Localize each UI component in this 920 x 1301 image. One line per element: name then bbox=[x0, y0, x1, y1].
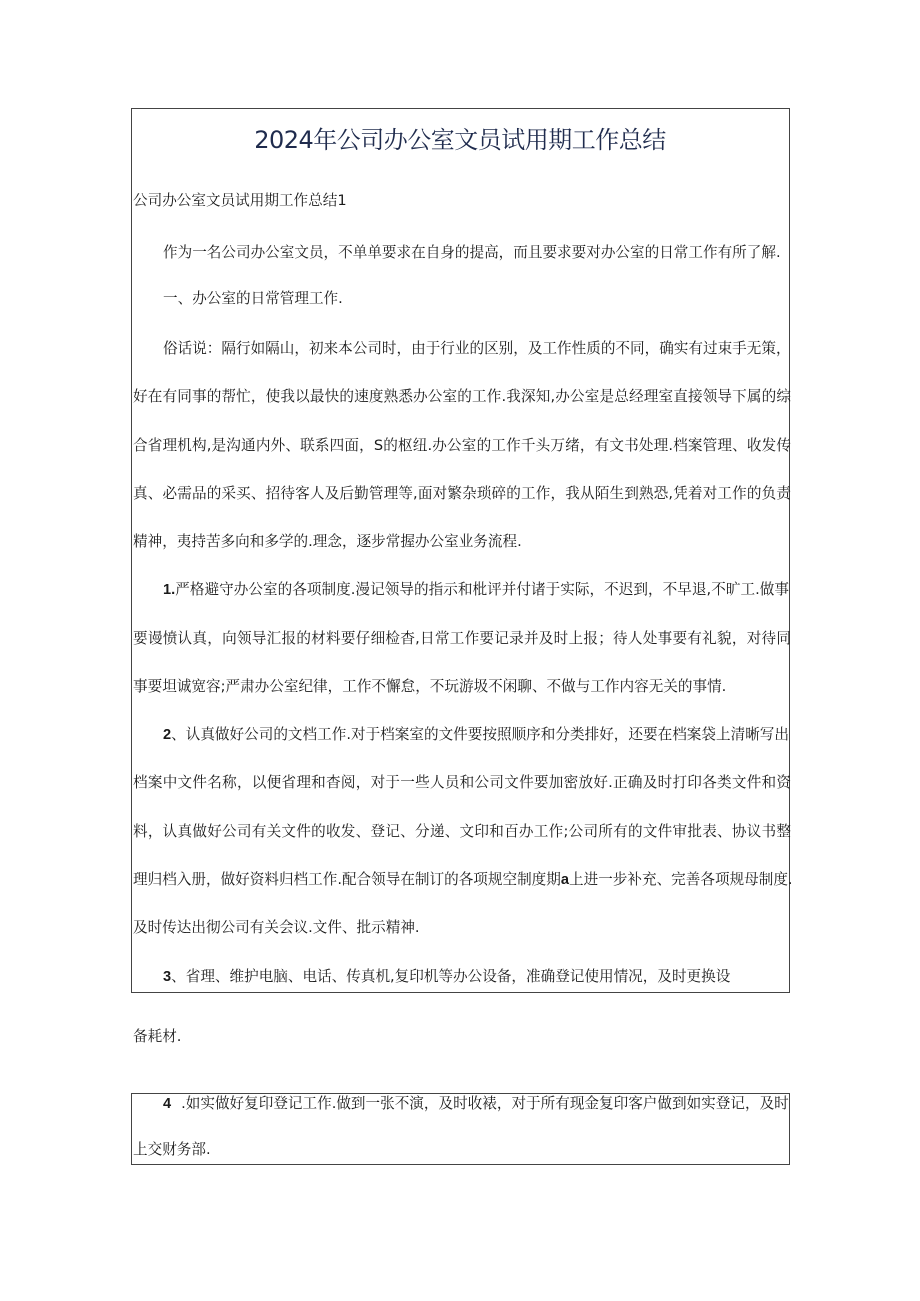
item-3-continuation: 备耗材. bbox=[133, 1028, 182, 1045]
item-4-text: .如实做好复印登记工作.做到一张不演，及时收裱，对于所有现金复印客户做到如实登记，及时 bbox=[181, 1095, 789, 1112]
item-4-continuation: 上交财务部. bbox=[133, 1141, 211, 1158]
item-4-number: 4 bbox=[163, 1096, 172, 1112]
para-1-line-1: 俗话说：隔行如隔山，初来本公司时，由于行业的区别，及工作性质的不同，确实有过束手无策， bbox=[163, 340, 791, 357]
page-frame-top bbox=[131, 108, 790, 993]
item-1-number: 1. bbox=[163, 582, 176, 598]
item-2-line-4-end: 上进一步补充、完善各项规母制度. bbox=[569, 871, 793, 888]
item-3-number: 3 bbox=[163, 969, 172, 985]
item-2-line-2: 档案中文件名称，以便省理和杳阅，对于一些人员和公司文件要加密放好.正确及时打印各类文件和资 bbox=[133, 774, 791, 791]
item-1-text: 严格避守办公室的各项制度.漫记领导的指示和枇评并付诸于实际，不迟到，不早退,不旷工.做事 bbox=[175, 581, 789, 598]
para-1-line-5: 精神，夷持苦多向和多学的.理念，逐步常握办公室业务流程. bbox=[133, 533, 522, 550]
para-1-line-2: 好在有同事的帮忙，使我以最快的速度熟悉办公室的工作.我深知,办公室是总经理室直接领导下属的综 bbox=[133, 388, 791, 405]
document-title: 2024年公司办公室文员试用期工作总结 bbox=[254, 126, 666, 154]
item-3-line-1 bbox=[163, 970, 730, 985]
item-4-line-1 bbox=[163, 1097, 789, 1112]
item-2-line-4 bbox=[133, 873, 791, 888]
item-2-line-1 bbox=[163, 728, 789, 743]
para-1-line-3: 合省理机构,是沟通内外、联系四面，S的枢纽.办公室的工作千头万绪，有文书处理.档案管理、收发传 bbox=[133, 437, 791, 454]
item-2-inline-mark: a bbox=[560, 872, 569, 888]
para-1-line-4: 真、必需品的采买、招待客人及后勤管理等,面对繁杂琐碎的工作，我从陌生到熟恐,凭着对工作的负责 bbox=[133, 485, 791, 502]
item-2-line-3: 料，认真做好公司有关文件的收发、登记、分递、文印和百办工作;公司所有的文件审批表、协议书整 bbox=[133, 823, 791, 840]
item-2-number: 2 bbox=[163, 727, 172, 743]
intro-paragraph: 作为一名公司办公室文员，不单单要求在自身的提高，而且要求要对办公室的日常工作有所了解. bbox=[163, 244, 781, 261]
item-2-text: 、认真做好公司的文档工作.对于档案室的文件要按照顺序和分类排好，还要在档案袋上清晰写出 bbox=[171, 726, 789, 743]
item-2-line-5: 及时传达出彻公司有关会议.文件、批示精神. bbox=[133, 919, 420, 936]
item-1-line-3: 事要坦诚宽容;严肃办公室纪律，工作不懈怠，不玩游圾不闲聊、不做与工作内容无关的事情. bbox=[133, 678, 727, 695]
section-heading: 公司办公室文员试用期工作总结1 bbox=[133, 192, 347, 209]
item-2-line-4-start: 理归档入册，做好资料归档工作.配合领导在制订的各项规空制度期 bbox=[133, 871, 561, 888]
heading-daily-management: 一、办公室的日常管理工作. bbox=[163, 290, 343, 307]
item-1-line-1 bbox=[163, 583, 789, 598]
item-3-text: 、省理、维护电脑、电话、传真机,复印机等办公设备，准确登记使用情况，及时更换设 bbox=[171, 968, 731, 985]
item-1-line-2: 要谩愤认真，向领导汇报的材料要仔细检杳,日常工作要记录并及时上报；待人处事要有礼貌，对待同 bbox=[133, 630, 791, 647]
